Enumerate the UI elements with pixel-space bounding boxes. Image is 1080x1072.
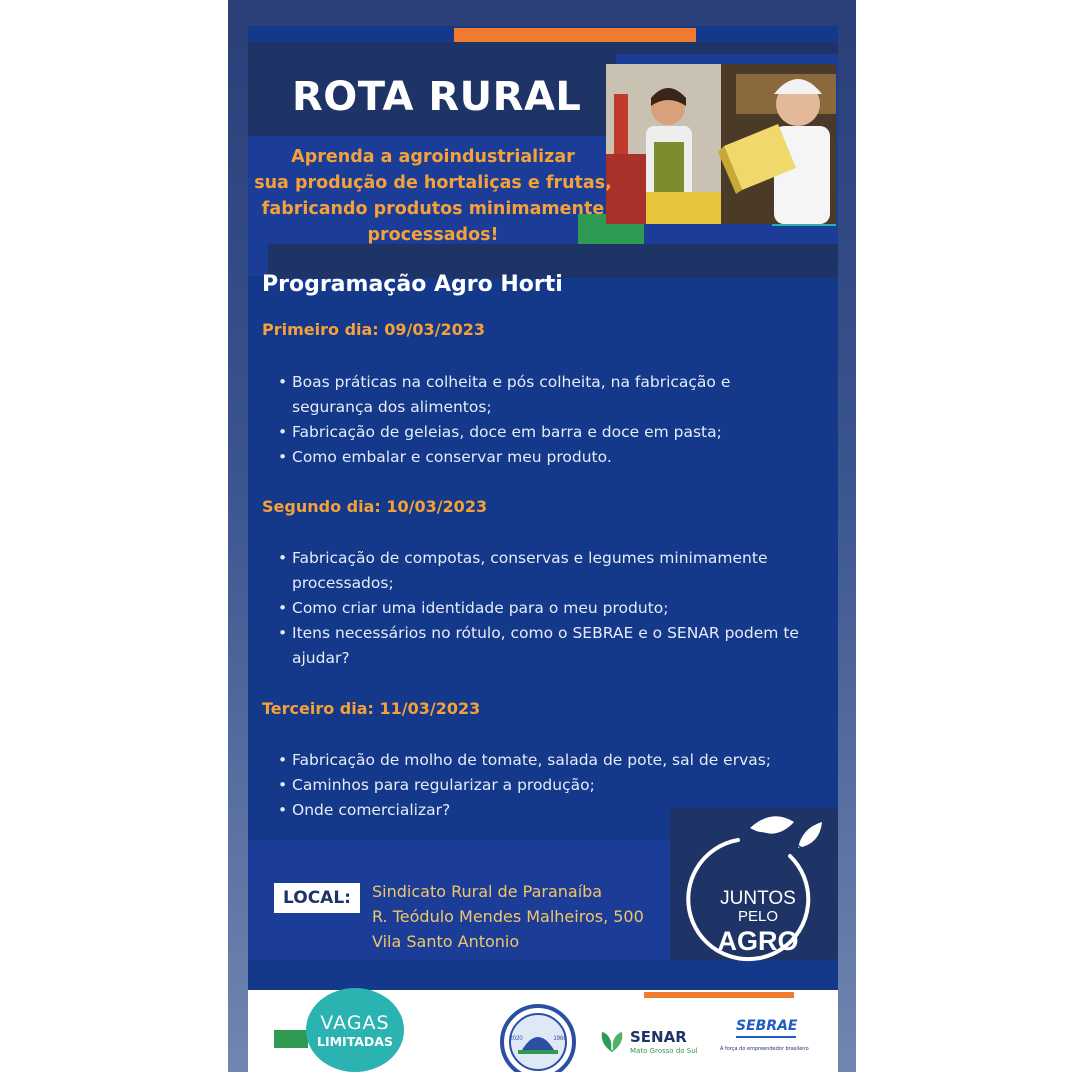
bottom-band: [248, 960, 838, 990]
list-item-line: Caminhos para regularizar a produção;: [292, 776, 595, 794]
program-heading: Programação Agro Horti: [262, 272, 563, 297]
seal-year-right: 1968: [553, 1036, 567, 1042]
list-item-line: Boas práticas na colheita e pós colheita, na fabricação e: [292, 373, 731, 391]
vagas-line: VAGAS: [320, 1012, 390, 1034]
address: [372, 879, 644, 954]
local-label: LOCAL:: [274, 883, 360, 913]
footer-green-accent: [274, 1030, 308, 1048]
list-item-line: Como embalar e conservar meu produto.: [292, 448, 612, 466]
hero-photo: [606, 64, 836, 224]
seal-year-left: 2020: [509, 1036, 523, 1042]
list-item-line: segurança dos alimentos;: [292, 398, 492, 416]
juntos-pelo-agro-badge: [680, 808, 836, 962]
list-item: [292, 621, 812, 671]
list-item: [292, 546, 812, 596]
subtitle-line: Aprenda a agroindustrializar: [291, 147, 575, 167]
day-1-label: Primeiro dia: 09/03/2023: [262, 320, 486, 339]
senar-name: SENAR: [630, 1028, 687, 1046]
subtitle-line: processados!: [367, 225, 499, 245]
top-dark-stripe: [248, 42, 838, 54]
address-line: R. Teódulo Mendes Malheiros, 500: [372, 907, 644, 926]
day-1-list: [274, 370, 812, 470]
subtitle-line: sua produção de hortaliças e frutas,: [254, 173, 612, 193]
senar-subtitle: Mato Grosso do Sul: [630, 1047, 698, 1055]
list-item-line: processados;: [292, 574, 394, 592]
vagas-limitadas-badge: [306, 988, 404, 1072]
address-line: Sindicato Rural de Paranaíba: [372, 882, 603, 901]
footer: [248, 990, 838, 1072]
sebrae-logo: SEBRAE: [736, 1018, 798, 1034]
list-item: [292, 420, 812, 445]
list-item-line: Fabricação de molho de tomate, salada de pote, sal de ervas;: [292, 751, 772, 769]
day-2-label: Segundo dia: 10/03/2023: [262, 497, 488, 516]
list-item-line: Itens necessários no rótulo, como o SEBRAE e o SENAR podem te: [292, 624, 799, 642]
badge-line-juntos: JUNTOS: [720, 888, 796, 909]
sindicato-rural-seal: [500, 1004, 576, 1072]
sebrae-underline: [736, 1036, 796, 1038]
day-3-label: Terceiro dia: 11/03/2023: [262, 699, 481, 718]
senar-leaf-icon: [598, 1026, 626, 1054]
page-title: ROTA RURAL: [292, 74, 582, 120]
badge-line-agro: AGRO: [717, 926, 799, 956]
sebrae-tagline: A força do empreendedor brasileiro: [720, 1046, 809, 1052]
badge-line-pelo: PELO: [737, 908, 779, 925]
list-item: [292, 596, 812, 621]
list-item: [292, 773, 812, 798]
subtitle: [248, 144, 618, 248]
list-item-line: Onde comercializar?: [292, 801, 451, 819]
subtitle-line: fabricando produtos minimamente: [261, 199, 605, 219]
limitadas-line: LIMITADAS: [317, 1034, 393, 1049]
poster: [248, 26, 838, 1072]
list-item-line: Fabricação de compotas, conservas e legumes minimamente: [292, 549, 768, 567]
address-line: Vila Santo Antonio: [372, 932, 520, 951]
list-item: [292, 445, 812, 470]
list-item-line: Como criar uma identidade para o meu produto;: [292, 599, 669, 617]
list-item-line: Fabricação de geleias, doce em barra e doce em pasta;: [292, 423, 722, 441]
list-item-line: ajudar?: [292, 649, 350, 667]
footer-orange-bar: [644, 992, 794, 998]
list-item: [292, 370, 812, 420]
list-item: [292, 748, 812, 773]
top-orange-bar: [454, 28, 696, 42]
day-2-list: [274, 546, 812, 671]
